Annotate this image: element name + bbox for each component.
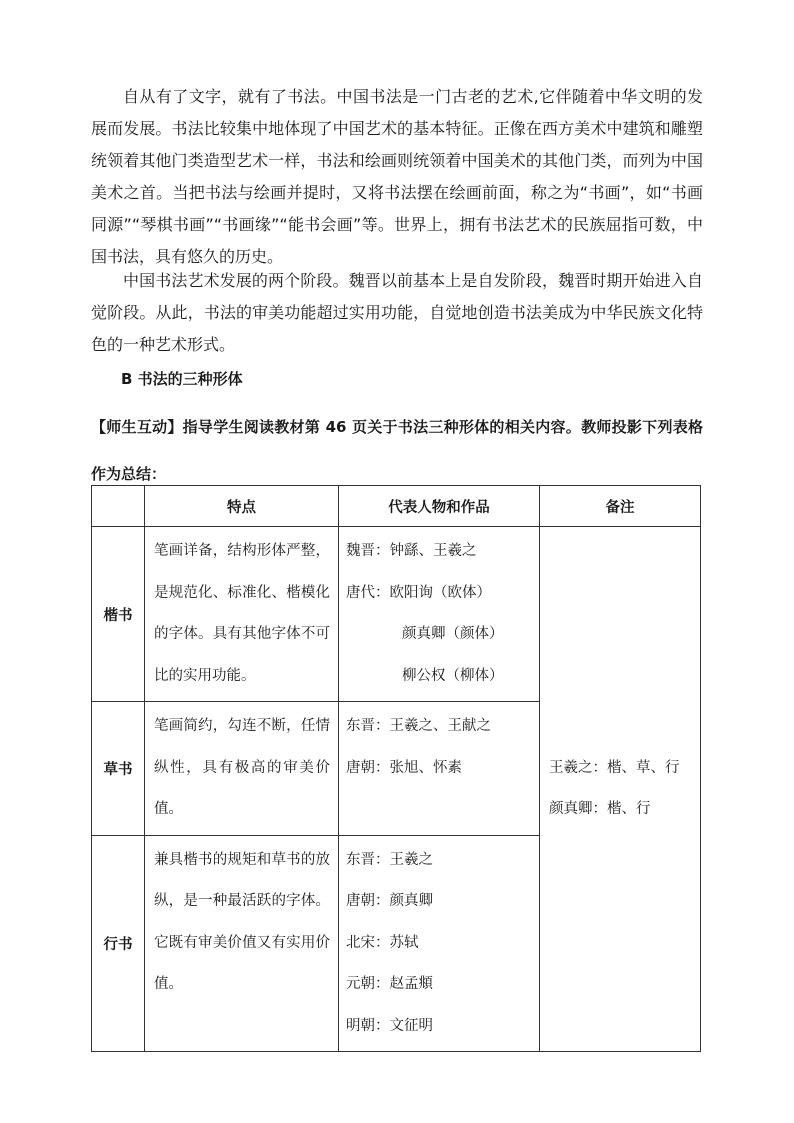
table-header-features: 特点	[145, 486, 339, 527]
works-caoshu	[339, 702, 540, 836]
work-line: 唐代：欧阳询（欧体）	[346, 584, 491, 601]
table-row-kaishu	[92, 527, 701, 702]
calligraphy-forms-table	[91, 485, 701, 1052]
work-line: 颜真卿（颜体）	[402, 626, 504, 642]
row-label-caoshu: 草书	[92, 702, 145, 836]
feature-xingshu: 兼具楷书的规矩和草书的放纵，是一种最活跃的字体。它既有审美价值又有实用价值。	[145, 835, 339, 1052]
work-line: 唐朝：颜真卿	[346, 893, 433, 909]
work-line: 东晋：王羲之、王献之	[346, 718, 491, 734]
work-line: 北宋：苏轼	[346, 934, 419, 951]
feature-caoshu: 笔画简约，勾连不断，任情纵性，具有极高的审美价值。	[145, 702, 339, 836]
teacher-student-interaction: 【师生互动】指导学生阅读教材第 46 页关于书法三种形体的相关内容。教师投影下列表格作为总结：	[91, 418, 703, 483]
table-header-notes: 备注	[540, 486, 701, 527]
row-label-kaishu: 楷书	[92, 527, 145, 702]
work-line: 明朝：文征明	[346, 1017, 433, 1034]
work-line: 魏晋：钟繇、王羲之	[346, 543, 477, 559]
notes-cell	[540, 527, 701, 1052]
section-heading: B 书法的三种形体	[121, 370, 243, 388]
work-line: 柳公权（柳体）	[402, 667, 504, 684]
note-line: 王羲之：楷、草、行	[549, 759, 680, 776]
table-header-row	[92, 486, 701, 527]
note-line: 颜真卿：楷、行	[549, 801, 651, 817]
table-header-works: 代表人物和作品	[339, 486, 540, 527]
table-header-empty	[92, 486, 145, 527]
paragraph-calligraphy-history: 自从有了文字，就有了书法。中国书法是一门古老的艺术,它伴随着中华文明的发展而发展。书法比较集中地体现了中国艺术的基本特征。正像在西方美术中建筑和雕塑统领着其他门类造型艺术一样，书法和绘画则统领着中国美术的其他门类，而列为中国美术之首。当把书法与绘画并提时，又将书法摆在绘画前面，称之为“书画”，如“书画同源”“琴棋书画”“书画缘”“能书会画”等。世界上，拥有书法艺术的民族屈指可数，中国书法，具有悠久的历史。	[91, 87, 703, 266]
work-line: 东晋：王羲之	[346, 851, 433, 868]
feature-kaishu: 笔画详备，结构形体严整，是规范化、标准化、楷模化的字体。具有其他字体不可比的实用功能。	[145, 527, 339, 702]
works-kaishu	[339, 527, 540, 702]
row-label-xingshu: 行书	[92, 835, 145, 1052]
work-line: 元朝：赵孟頫	[346, 976, 433, 992]
work-line: 唐朝：张旭、怀素	[346, 759, 462, 776]
works-xingshu	[339, 835, 540, 1052]
paragraph-development-stages: 中国书法艺术发展的两个阶段。魏晋以前基本上是自发阶段，魏晋时期开始进入自觉阶段。从此，书法的审美功能超过实用功能，自觉地创造书法美成为中华民族文化特色的一种艺术形式。	[91, 271, 703, 354]
